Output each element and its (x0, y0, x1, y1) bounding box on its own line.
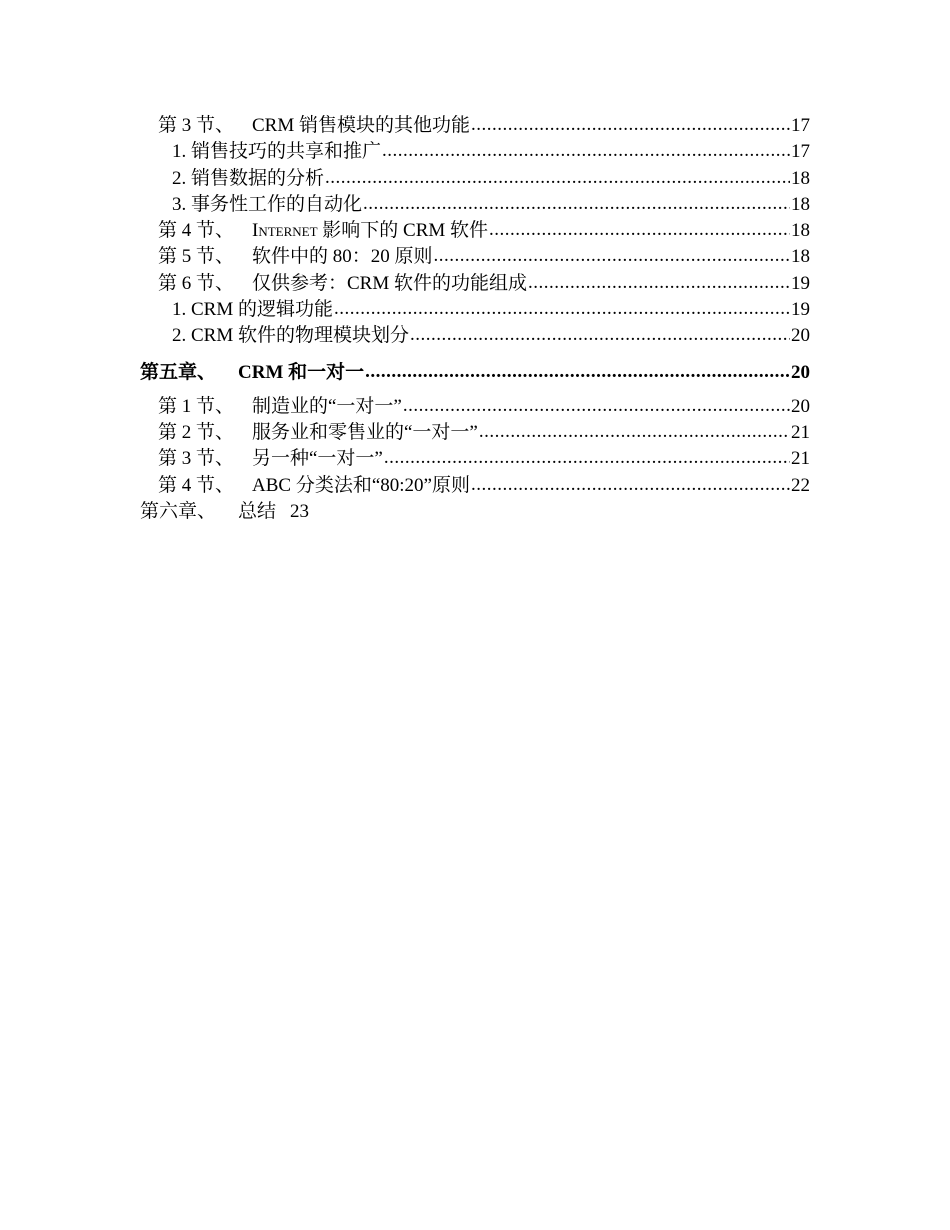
toc-entry-number: 第 6 节、 (158, 272, 235, 294)
toc-entry[interactable] (140, 166, 810, 192)
toc-entry-number: 第 3 节、 (158, 115, 235, 136)
toc-entry-page: 18 (791, 167, 810, 189)
toc-entry-number: 第六章、 (140, 500, 217, 522)
toc-entry-page: 20 (791, 361, 810, 383)
toc-entry-title: 2. CRM 软件的物理模块划分 (172, 325, 409, 347)
toc-entry-page: 18 (791, 246, 810, 268)
toc-entry-page: 20 (791, 325, 810, 347)
toc-entry-title: 3. 事务性工作的自动化 (172, 193, 363, 215)
toc-dot-leader (434, 243, 790, 269)
toc-entry-number: 第 3 节、 (158, 448, 235, 470)
toc-entry-page: 20 (791, 395, 810, 417)
toc-entry[interactable] (140, 394, 810, 420)
toc-entry[interactable] (140, 297, 810, 323)
toc-entry-title: CRM 销售模块的其他功能 (252, 115, 470, 136)
toc-dot-leader (489, 217, 790, 243)
toc-dot-leader (528, 270, 790, 296)
toc-entry-title: CRM 和一对一 (238, 361, 365, 383)
toc-entry[interactable] (140, 446, 810, 472)
toc-entry-number: 第 4 节、 (158, 474, 235, 496)
toc-entry-title-rest: 影响下的 CRM 软件 (317, 220, 489, 242)
toc-entry-title: 1. 销售技巧的共享和推广 (172, 141, 382, 163)
toc-entry-page: 18 (791, 193, 810, 215)
toc-entry[interactable] (140, 271, 810, 297)
toc-entry-number: 第 5 节、 (158, 246, 235, 268)
toc-entry[interactable] (140, 323, 810, 349)
toc-entry-number: 第 2 节、 (158, 421, 235, 443)
toc-entry-number: 第 1 节、 (158, 395, 235, 417)
toc-entry-page: 19 (791, 272, 810, 294)
toc-entry-page: 23 (290, 500, 310, 522)
toc-entry-title: 2. 销售数据的分析 (172, 167, 325, 189)
toc-entry-page: 19 (791, 299, 810, 321)
toc-dot-leader (479, 419, 790, 445)
toc-dot-leader (382, 138, 790, 164)
toc-entry-title: 另一种“一对一” (252, 448, 383, 470)
toc-entry-page: 18 (791, 220, 810, 242)
toc-dot-leader (384, 445, 790, 471)
toc-entry[interactable] (140, 139, 810, 165)
toc-entry[interactable] (140, 473, 810, 499)
toc-entry-title: ABC 分类法和“80:20”原则 (252, 474, 470, 496)
toc-dot-leader (471, 472, 790, 498)
toc-entry-page: 21 (791, 421, 810, 443)
toc-entry-title: 软件中的 80：20 原则 (252, 246, 433, 268)
toc-entry[interactable] (140, 420, 810, 446)
toc-entry-title: 仅供参考：CRM 软件的功能组成 (252, 272, 527, 294)
toc-chapter-entry-plain[interactable] (140, 499, 810, 525)
toc-dot-leader (365, 357, 790, 387)
toc-entry-page: 17 (791, 115, 810, 136)
toc-dot-leader (363, 191, 790, 217)
toc-entry[interactable] (140, 192, 810, 218)
toc-entry-title: 总结 (238, 500, 277, 522)
toc-entry-title: 1. CRM 的逻辑功能 (172, 299, 333, 321)
toc-entry-number: 第五章、 (140, 361, 217, 383)
toc-dot-leader (334, 296, 790, 322)
toc-entry-page: 17 (791, 141, 810, 163)
toc-entry-title: 制造业的“一对一” (252, 395, 402, 417)
toc-dot-leader (471, 112, 790, 138)
toc-entry[interactable] (140, 244, 810, 270)
toc-entry-page: 21 (791, 448, 810, 470)
toc-dot-leader (403, 393, 790, 419)
toc-entry-title: 服务业和零售业的“一对一” (252, 421, 478, 443)
toc-entry-number: 第 4 节、 (158, 220, 235, 242)
toc-entry-title-smallcaps: Internet (252, 220, 318, 242)
toc-dot-leader (325, 165, 790, 191)
toc-entry-page: 22 (791, 474, 810, 496)
toc-entry-title (252, 218, 488, 244)
toc-entry[interactable] (140, 218, 810, 244)
table-of-contents (140, 113, 810, 525)
toc-chapter-entry[interactable] (140, 358, 810, 388)
toc-entry[interactable] (140, 113, 810, 139)
toc-dot-leader (410, 322, 790, 348)
